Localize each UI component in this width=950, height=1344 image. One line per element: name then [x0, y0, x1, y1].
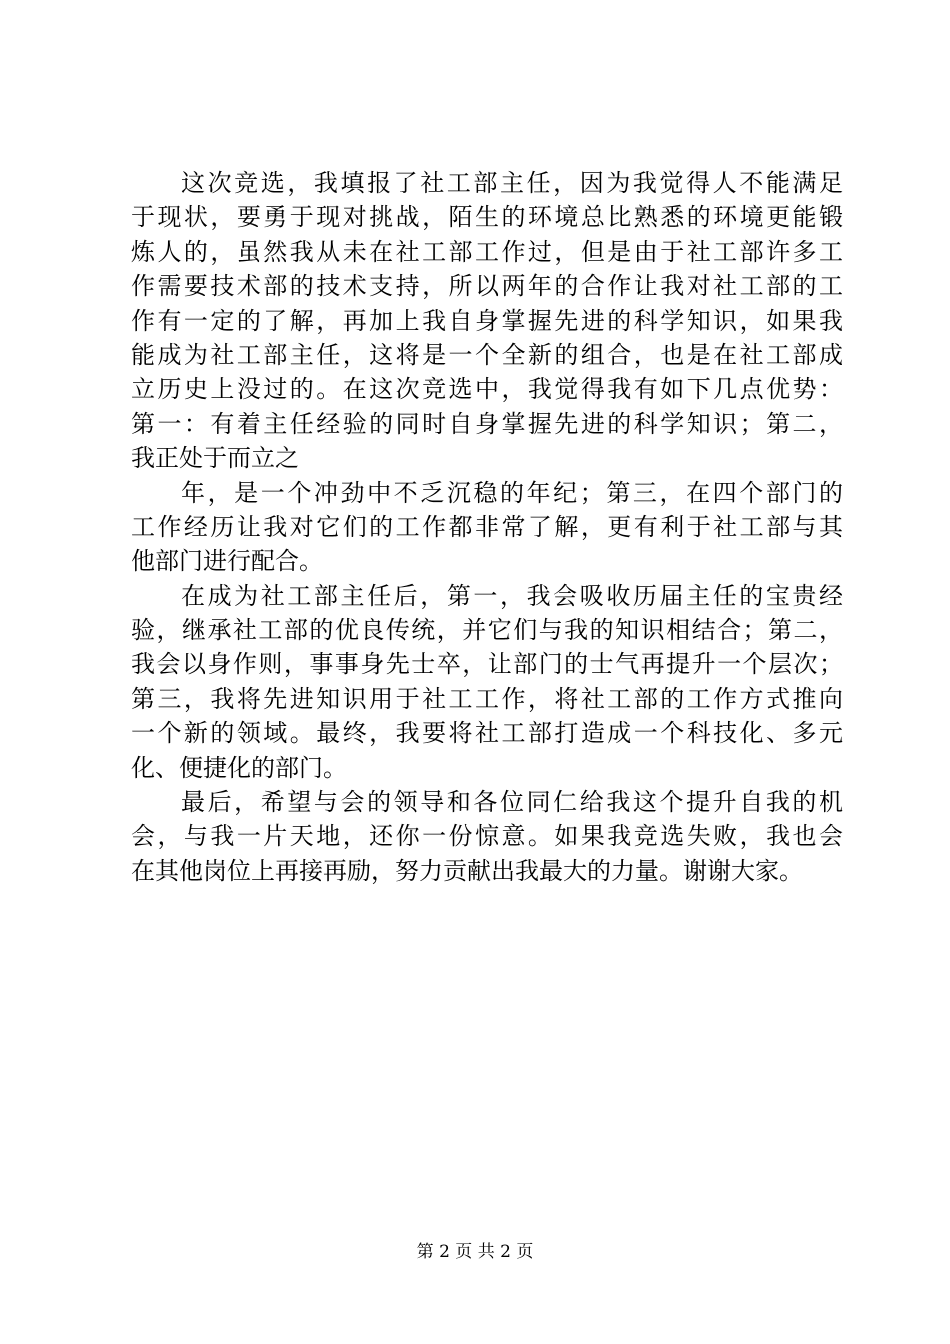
- text-line: 立历史上没过的。在这次竞选中，我觉得我有如下几点优势：: [131, 375, 843, 404]
- text-line: 第三，我将先进知识用于社工工作，将社工部的工作方式推向: [131, 684, 843, 713]
- text-line: 年，是一个冲劲中不乏沉稳的年纪；第三，在四个部门的: [181, 478, 843, 507]
- text-line: 作需要技术部的技术支持，所以两年的合作让我对社工部的工: [131, 272, 843, 301]
- text-line: 我会以身作则，事事身先士卒，让部门的士气再提升一个层次；: [131, 650, 843, 679]
- text-line: 最后，希望与会的领导和各位同仁给我这个提升自我的机: [181, 788, 843, 817]
- text-line: 于现状，要勇于现对挑战，陌生的环境总比熟悉的环境更能锻: [131, 203, 843, 232]
- paragraph-3: [131, 579, 843, 785]
- text-line: 一个新的领域。最终，我要将社工部打造成一个科技化、多元: [131, 719, 843, 748]
- text-line: 在其他岗位上再接再励，努力贡献出我最大的力量。谢谢大家。: [131, 856, 803, 885]
- page-number-footer: 第 2 页 共 2 页: [416, 1242, 534, 1262]
- paragraph-2: [131, 476, 843, 579]
- text-line: 第一：有着主任经验的同时自身掌握先进的科学知识；第二，: [131, 409, 843, 438]
- text-line: 能成为社工部主任，这将是一个全新的组合，也是在社工部成: [131, 340, 843, 369]
- paragraph-1: [131, 166, 843, 476]
- text-line: 他部门进行配合。: [131, 547, 323, 576]
- text-line: 在成为社工部主任后，第一，我会吸收历届主任的宝贵经: [181, 581, 843, 610]
- text-line: 作有一定的了解，再加上我自身掌握先进的科学知识，如果我: [131, 306, 843, 335]
- paragraph-4: [131, 785, 843, 888]
- text-line: 化、便捷化的部门。: [131, 753, 347, 782]
- document-body: [131, 166, 843, 888]
- text-line: 工作经历让我对它们的工作都非常了解，更有利于社工部与其: [131, 512, 843, 541]
- text-line: 这次竞选，我填报了社工部主任，因为我觉得人不能满足: [181, 169, 843, 197]
- text-line: 验，继承社工部的优良传统，并它们与我的知识相结合；第二，: [131, 616, 843, 645]
- text-line: 炼人的，虽然我从未在社工部工作过，但是由于社工部许多工: [131, 237, 843, 266]
- text-line: 我正处于而立之: [131, 444, 299, 473]
- text-line: 会，与我一片天地，还你一份惊意。如果我竞选失败，我也会: [131, 822, 843, 851]
